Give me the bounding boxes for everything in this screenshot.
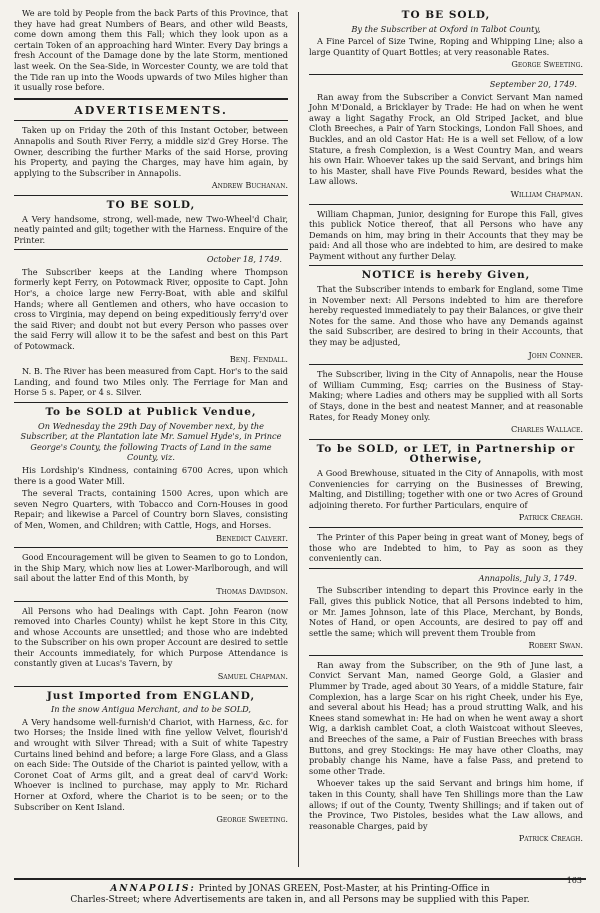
column-divider <box>298 12 299 867</box>
ad-subtitle: By the Subscriber at Oxford in Talbot County, <box>351 23 541 34</box>
ad-swan-notice: The Subscriber intending to depart this Province early in the Fall, gives this publick Notice, that all Persons indebted to him, or Mr. James Johnson, late of this Place, Merchant, by Bonds, Notes of Hand, or open Accounts, are desired to pay off and settle the same; which will prevent them Trouble from <box>309 585 583 638</box>
divider <box>14 547 288 548</box>
ad-signature: Charles Wallace. <box>510 424 583 435</box>
ad-date: October 18, 1749. <box>206 254 282 265</box>
ad-signature: Benj. Fendall. <box>229 353 288 364</box>
divider <box>14 686 288 687</box>
ad-subtitle: On Wednesday the 29th Day of November next, by the Subscriber, at the Plantation late Mr. Samuel Hyde's, in Prince George's County, the following Tracts of Land in the same County, viz. <box>20 420 282 463</box>
ad-title: Just Imported from ENGLAND, <box>46 689 256 702</box>
ad-subtitle: In the snow Antigua Merchant, and to be SOLD, <box>50 704 252 715</box>
ad-brewhouse: A Good Brewhouse, situated in the City of Annapolis, with most Conveniencies for carrying on the Businesses of Brewing, Malting, and Distilling; together with one or two Acres of Ground adjoining thereto. For further Particulars, enquire of <box>309 467 583 510</box>
divider <box>309 527 583 528</box>
advertisements-header: ADVERTISEMENTS. <box>74 103 228 117</box>
newspaper-page <box>14 8 586 908</box>
ad-signature: Benedict Calvert. <box>215 532 288 543</box>
divider <box>309 74 583 75</box>
divider <box>309 364 583 365</box>
ad-signature: Samuel Chapman. <box>217 671 288 682</box>
divider <box>309 204 583 205</box>
imprint-place: ANNAPOLIS: <box>110 884 196 894</box>
ad-signature: William Chapman. <box>510 188 583 199</box>
page-number: 163 <box>566 876 582 885</box>
divider <box>14 98 288 100</box>
divider <box>14 195 288 196</box>
ad-twine: A Fine Parcel of Size Twine, Roping and Whipping Line; also a large Quantity of Quart Bottles; at very reasonable Rates. <box>309 36 583 57</box>
right-column <box>309 8 583 846</box>
ad-printer-notice: The Printer of this Paper being in great want of Money, begs of those who are Indebted to him, to Pay as soon as they conveniently can. <box>309 531 583 564</box>
ad-seamen: Good Encouragement will be given to Seamen to go to London, in the Ship Mary, which now lies at Lower-Marlborough, and will sail about the latter End of this Month, by <box>14 552 288 584</box>
divider <box>309 265 583 266</box>
imprint-line: Charles-Street; where Advertisements are taken in, and all Persons may be supplied with this Paper. <box>70 895 530 905</box>
ad-chariot: A Very handsome well-furnish'd Chariot, with Harness, &c. for two Horses; the Inside lined with fine yellow Velvet, flourish'd and wrought with Silver Thread; with a Suit of white Tapestry Curtains lined behind and before; a large Fore Glass, and a Glass on each Side: The Outside of the Chariot is painted yellow, with a Coronet Coat of Arms gilt, and a great deal of carv'd Work: Whoever is inclined to purchase, may apply to Mr. Richard Horner at Oxford, where the Chariot is to be seen; or to the Subscriber on Kent Island. <box>14 716 288 812</box>
divider <box>14 249 288 250</box>
ad-runaway: Ran away from the Subscriber, on the 9th of June last, a Convict Servant Man, named George Gold, a Glasier and Plummer by Trade, aged about 30 Years, of a middle Stature, fair Complexion, has a large Scar on his right Cheek, under his Eye, and several about his Head; has a proud strutting Walk, and his Knees stand somewhat in: He had on when he went away a short Wig, a darkish camblet Coat, a cloth Waistcoat without Sleeves, and Breeches of the same, a Pair of Fustian Breeches with brass Buttons, and grey Stockings: He may have other Cloaths, may probably change his Name, have a false Pass, and pretend to some other Trade. <box>309 659 583 776</box>
ad-date: Annapolis, July 3, 1749. <box>478 572 577 583</box>
ad-signature: Andrew Buchanan. <box>211 180 288 191</box>
ad-accounts: All Persons who had Dealings with Capt. John Fearon (now removed into Charles County) whilst he kept Store in this City, and whose Accounts are unsettled; and those who are indebted to the Subscriber on his own proper Account are desired to settle their Accounts immediately, for which Purpose Attendance is constantly given at Lucas's Tavern, by <box>14 605 288 669</box>
divider <box>309 655 583 656</box>
ad-chapman-notice: William Chapman, Junior, designing for Europe this Fall, gives this publick Notice thereof, that all Persons who have any Demands on him, may bring in their Accounts that they may be paid: And all those who are indebted to him, are desired to make Payment without any further Delay. <box>309 208 583 261</box>
ad-signature: George Sweeting. <box>511 59 583 70</box>
ad-signature: Patrick Creagh. <box>518 833 583 844</box>
ad-ferry: The Subscriber keeps at the Landing where Thompson formerly kept Ferry, on Potowmack River, opposite to Capt. John Hor's, a choice large new Ferry-Boat, with able and skilful Hands; where all Gentlemen and others, who have occasion to cross to Virginia, may depend on being expeditiously ferry'd over the said River; and doubt not but every Person who passes over the said Ferry will allow it to be the safest and best on this Part of Potowmack. <box>14 266 288 352</box>
divider <box>309 439 583 440</box>
ad-stay-making: The Subscriber, living in the City of Annapolis, near the House of William Cumming, Esq; carries on the Business of Stay-Making; where Ladies and others may be supplied with all Sorts of Stays, done in the best and neatest Manner, and at reasonable Rates, for Ready Money only. <box>309 369 583 422</box>
imprint-footer <box>14 878 586 906</box>
divider <box>14 601 288 602</box>
ad-signature: Thomas Davidson. <box>216 585 288 596</box>
ad-conner-notice: That the Subscriber intends to embark for England, some Time in November next: All Persons indebted to him are therefore hereby requested immediately to pay their Balances, or give their Notes for the same. And those who have any Demands against the said Subscriber, are desired to bring in their Accounts, that they may be adjusted, <box>309 284 583 348</box>
ad-signature: George Sweeting. <box>216 814 288 825</box>
ad-date: September 20, 1749. <box>489 78 577 89</box>
ad-runaway: Ran away from the Subscriber a Convict Servant Man named John M'Donald, a Bricklayer by Trade: He had on when he went away a light Sagathy Frock, an Old Striped Jacket, and blue Cloth Breeches, a Pair of Yarn Stockings, London Fall Shoes, and Buckles, and an old Castor Hat: He is a well set Fellow, of a low Stature, a fresh Complexion, is a West Country Man, and wears his own Hair. Whoever takes up the said Servant, and brings him to his Master, shall have Five Pounds Reward, besides what the Law allows. <box>309 91 583 187</box>
ad-ferry-note: N. B. The River has been measured from Capt. Hor's to the said Landing, and found two Miles only. The Ferriage for Man and Horse 5 s. Paper, or 4 s. Silver. <box>14 366 288 398</box>
ad-title: To be SOLD, or LET, in Partnership or Otherwise, <box>316 442 576 466</box>
ad-land-tract: The several Tracts, containing 1500 Acres, upon which are seven Negro Quarters, with Tobacco and Corn-Houses in good Repair; and likewise a Parcel of Country born Slaves, consisting of Men, Women, and Children; with Cattle, Hogs, and Horses. <box>14 488 288 530</box>
divider <box>14 120 288 121</box>
ad-signature: Robert Swan. <box>528 640 583 651</box>
ad-title: TO BE SOLD, <box>401 9 491 21</box>
ad-title: NOTICE is hereby Given, <box>361 269 531 282</box>
ad-signature: Patrick Creagh. <box>518 512 583 523</box>
divider <box>14 402 288 403</box>
ad-chair: A Very handsome, strong, well-made, new Two-Wheel'd Chair, neatly painted and gilt; together with the Harness. Enquire of the Printer. <box>14 213 288 245</box>
imprint-line: Printed by JONAS GREEN, Post-Master, at his Printing-Office in <box>198 884 490 894</box>
ad-title: TO BE SOLD, <box>106 198 196 211</box>
ad-signature: John Conner. <box>528 349 583 360</box>
divider <box>309 568 583 569</box>
ad-reward: Whoever takes up the said Servant and brings him home, if taken in this County, shall have Ten Shillings more than the Law allows; if out of the County, Twenty Shillings; and if taken out of the Province, Two Pistoles, besides what the Law allows, and reasonable Charges, paid by <box>309 778 583 831</box>
ad-stray-horse: Taken up on Friday the 20th of this Instant October, between Annapolis and South River Ferry, a middle siz'd Grey Horse. The Owner, describing the further Marks of the said Horse, proving his Property, and paying the Charges, may have him again, by applying to the Subscriber in Annapolis. <box>14 125 288 178</box>
ad-land-tract: His Lordship's Kindness, containing 6700 Acres, upon which there is a good Water Mill. <box>14 464 288 486</box>
news-paragraph: We are told by People from the back Parts of this Province, that they have had great Numbers of Bears, and other wild Beasts, come down among them this Fall; which they look upon as a certain Token of an approaching hard Winter. Every Day brings a fresh Account of the Damage done by the late Storm, mentioned last week. On the Sea-Side, in Worcester County, we are told that the Tide ran up into the Woods upwards of two Miles higher than it usually rose before. <box>14 8 288 93</box>
left-column <box>14 8 288 827</box>
ad-title: To be SOLD at Publick Vendue, <box>45 406 257 418</box>
